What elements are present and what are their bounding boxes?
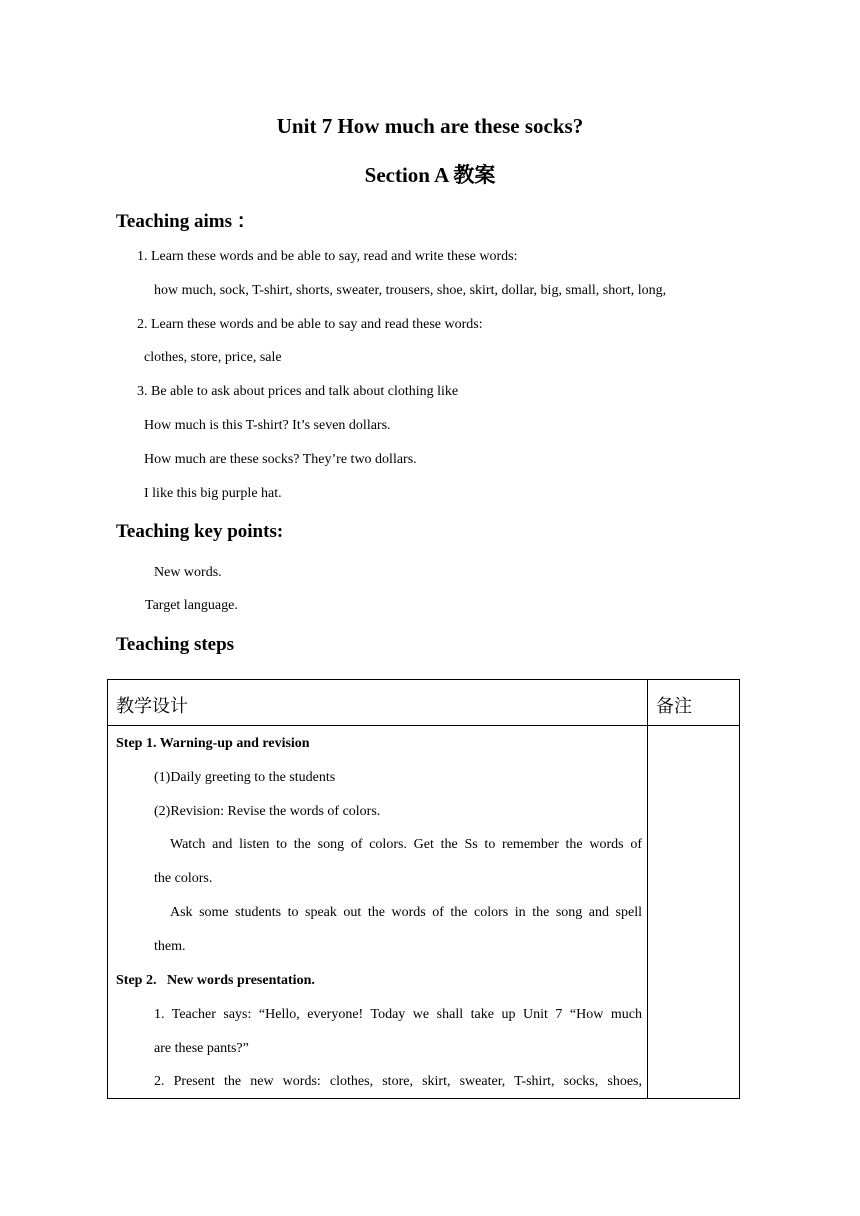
aims-line-5: 3. Be able to ask about prices and talk about clothing like [137, 384, 459, 399]
key-points-heading: Teaching key points: [116, 521, 284, 542]
aims-line-3: 2. Learn these words and be able to say and read these words: [137, 317, 483, 332]
step-1-text-2-cont: them. [154, 939, 186, 954]
aims-line-8: I like this big purple hat. [144, 486, 282, 501]
aims-line-1: 1. Learn these words and be able to say, read and write these words: [137, 249, 518, 264]
notes-column-header: 备注 [648, 680, 740, 726]
step-1-text-1-cont: the colors. [154, 871, 213, 886]
aims-line-7: How much are these socks? They’re two dollars. [144, 452, 417, 467]
step-1-item-2: (2)Revision: Revise the words of colors. [154, 804, 381, 819]
section-title: Section A 教案 [364, 163, 496, 187]
key-point-2: Target language. [145, 598, 238, 613]
aims-line-2: how much, sock, T-shirt, shorts, sweater, trousers, shoe, skirt, dollar, big, small, short, long, [154, 283, 667, 298]
key-point-1: New words. [154, 565, 222, 580]
design-content-cell [108, 726, 648, 1099]
design-column-header: 教学设计 [108, 680, 648, 726]
notes-content-cell [648, 726, 740, 1099]
step-1-heading: Step 1. Warning-up and revision [116, 736, 310, 751]
document-title: Unit 7 How much are these socks? [276, 114, 584, 138]
step-2-item-1-cont: are these pants?” [154, 1041, 249, 1056]
teaching-steps-table [107, 679, 740, 1099]
teaching-aims-heading: Teaching aims ： [116, 211, 256, 232]
step-1-item-1: (1)Daily greeting to the students [154, 770, 336, 785]
step-1-text-2: Ask some students to speak out the words of the colors in the song and spell [170, 905, 642, 920]
step-2-heading: Step 2. New words presentation. [116, 973, 315, 988]
teaching-steps-heading: Teaching steps [116, 634, 235, 655]
step-2-item-1: 1. Teacher says: “Hello, everyone! Today we shall take up Unit 7 “How much [154, 1007, 642, 1022]
aims-line-4: clothes, store, price, sale [144, 350, 282, 365]
aims-line-6: How much is this T-shirt? It’s seven dollars. [144, 418, 391, 433]
step-1-text-1: Watch and listen to the song of colors. Get the Ss to remember the words of [170, 837, 642, 852]
step-2-item-2: 2. Present the new words: clothes, store, skirt, sweater, T-shirt, socks, shoes, [154, 1074, 642, 1089]
